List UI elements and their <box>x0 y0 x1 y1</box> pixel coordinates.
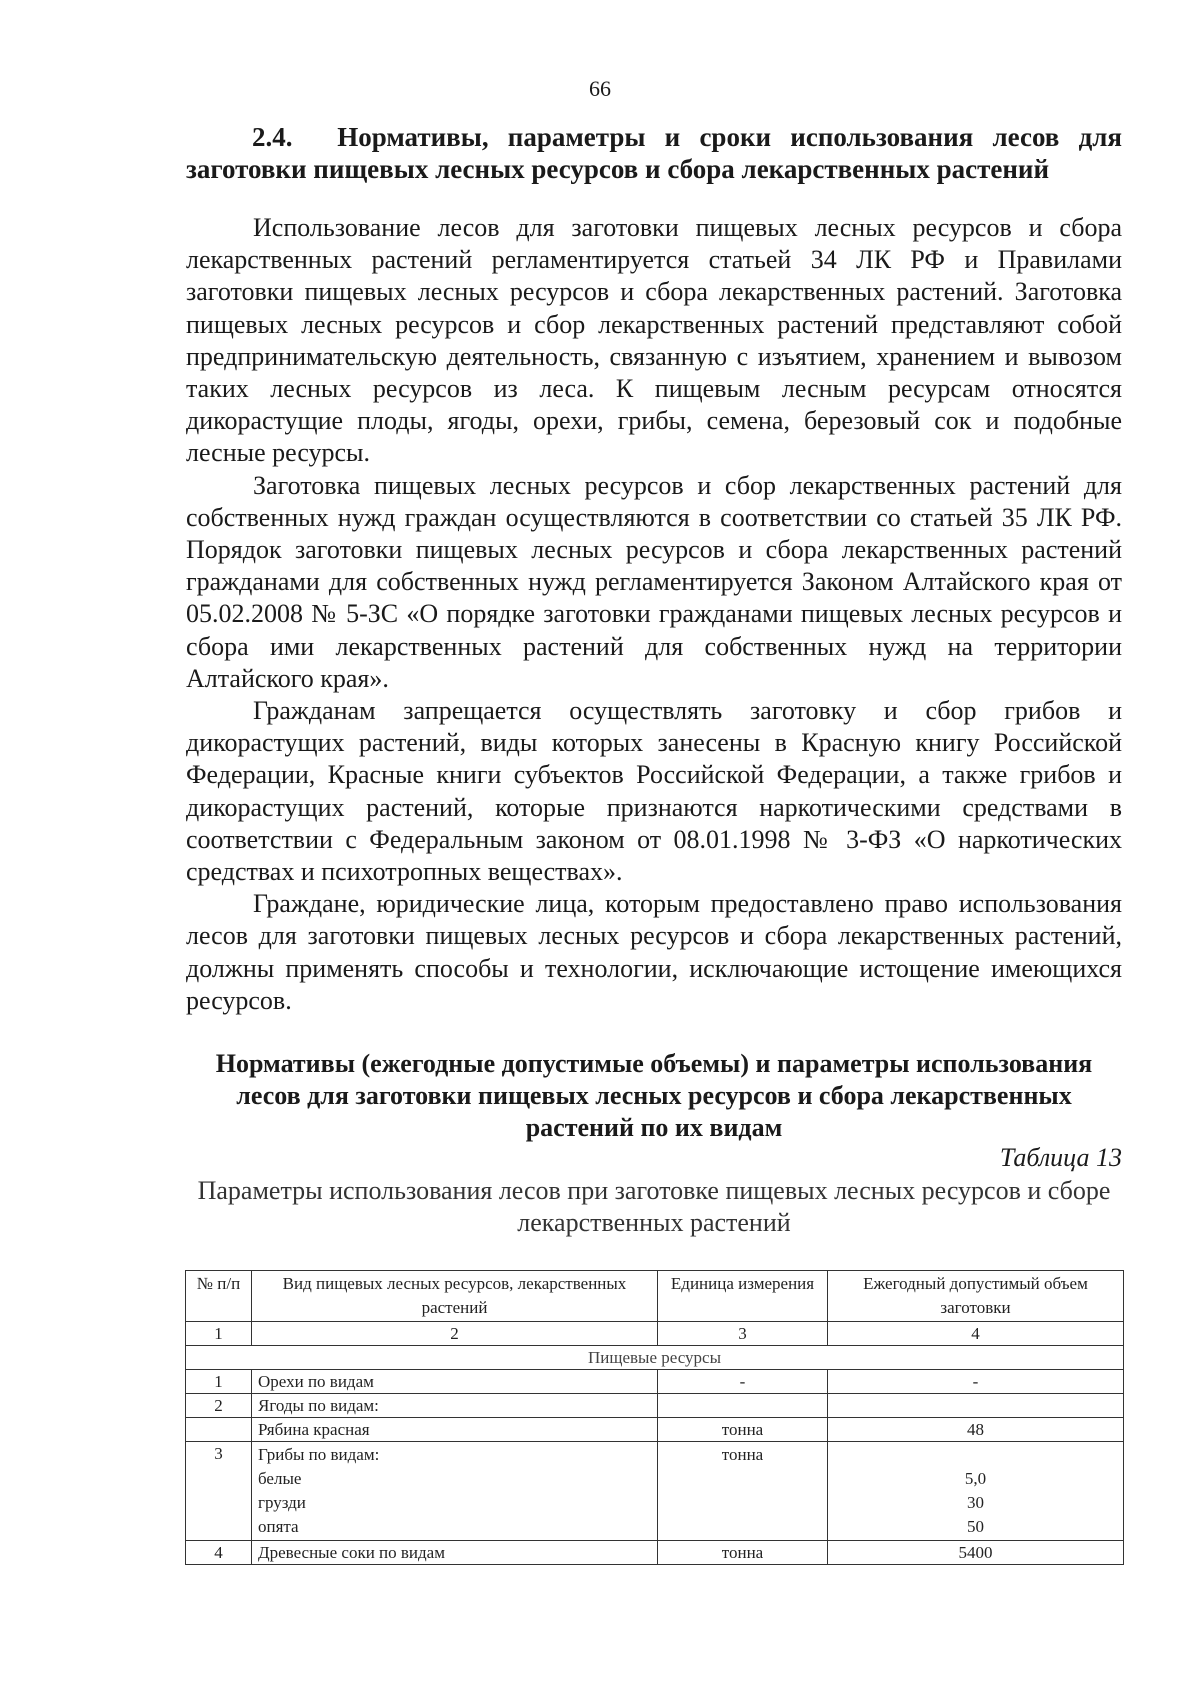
resource-name-group <box>252 1442 658 1541</box>
paragraph: Гражданам запрещается осуществлять заготовку и сбор грибов и дикорастущих растений, виды которых занесены в Красную книгу Российской Федерации, Красные книги субъектов Российской Федерации, а также грибов и дикорастущих растений, которые признаются наркотическими средствами в соответствии с Федеральным законом от 08.01.1998 № 3-ФЗ «О наркотических средствах и психотропных веществах». <box>186 696 1122 887</box>
column-number: 4 <box>828 1322 1124 1346</box>
resource-unit: тонна <box>721 1445 764 1464</box>
page-number: 66 <box>589 76 611 101</box>
section-heading <box>186 121 1122 185</box>
section-label: Пищевые ресурсы <box>186 1346 1124 1370</box>
column-number: 3 <box>658 1322 828 1346</box>
column-number: 1 <box>186 1322 252 1346</box>
table-row-group <box>186 1442 1124 1541</box>
resource-volume: - <box>828 1370 1124 1394</box>
resource-volume <box>828 1394 1124 1418</box>
section-title: Нормативы, параметры и сроки использования лесов для заготовки пищевых лесных ресурсов и сбора лекарственных растений <box>186 122 1122 184</box>
row-number <box>186 1418 252 1442</box>
table-row <box>186 1394 1124 1418</box>
resources-table <box>185 1270 1124 1565</box>
resource-volume: 30 <box>967 1493 984 1512</box>
paragraph: Использование лесов для заготовки пищевых лесных ресурсов и сбора лекарственных растений регламентируется статьей 34 ЛК РФ и Правилами заготовки пищевых лесных ресурсов и сбора лекарственных растений. Заготовка пищевых лесных ресурсов и сбор лекарственных растений представляют собой предпринимательскую деятельность, связанную с изъятием, хранением и вывозом таких лесных ресурсов из леса. К пищевым лесным ресурсам относятся дикорастущие плоды, ягоды, орехи, грибы, семена, березовый сок и подобные лесные ресурсы. <box>186 213 1122 468</box>
table-header-row <box>186 1271 1124 1322</box>
paragraph: Граждане, юридические лица, которым предоставлено право использования лесов для заготовки пищевых лесных ресурсов и сбора лекарственных растений, должны применять способы и технологии, исключающие истощение имеющихся ресурсов. <box>186 889 1122 1015</box>
row-number: 3 <box>186 1442 252 1541</box>
resource-name: опята <box>258 1517 299 1536</box>
row-number: 1 <box>186 1370 252 1394</box>
row-number: 4 <box>186 1541 252 1565</box>
resource-name: грузди <box>258 1493 306 1512</box>
resource-unit-group <box>658 1442 828 1541</box>
resource-name: белые <box>258 1469 302 1488</box>
resource-volume <box>834 1443 1117 1467</box>
section-number: 2.4. <box>252 122 293 152</box>
resource-volume: 48 <box>828 1418 1124 1442</box>
resource-unit <box>658 1394 828 1418</box>
paragraph: Заготовка пищевых лесных ресурсов и сбор лекарственных растений для собственных нужд граждан осуществляются в соответствии со статьей 35 ЛК РФ. Порядок заготовки пищевых лесных ресурсов и сбора лекарственных растений гражданами для собственных нужд регламентируется Законом Алтайского края от 05.02.2008 № 5-ЗС «О порядке заготовки гражданами пищевых лесных ресурсов и сбора ими лекарственных растений для собственных нужд на территории Алтайского края». <box>186 470 1122 693</box>
table-row <box>186 1541 1124 1565</box>
resource-unit: тонна <box>658 1541 828 1565</box>
resource-volume: 5400 <box>828 1541 1124 1565</box>
column-numbers-row <box>186 1322 1124 1346</box>
body-text <box>186 212 1122 1017</box>
resource-unit: тонна <box>658 1418 828 1442</box>
resource-unit: - <box>658 1370 828 1394</box>
resource-name: Ягоды по видам: <box>252 1394 658 1418</box>
header-unit: Единица измерения <box>658 1271 828 1322</box>
table-row <box>186 1370 1124 1394</box>
resource-volume-group <box>828 1442 1124 1541</box>
resource-name: Древесные соки по видам <box>252 1541 658 1565</box>
table-section-row <box>186 1346 1124 1370</box>
resource-name: Рябина красная <box>252 1418 658 1442</box>
header-annual-volume: Ежегодный допустимый объем заготовки <box>828 1271 1124 1322</box>
resource-name: Орехи по видам <box>252 1370 658 1394</box>
resource-volume: 5,0 <box>964 1469 987 1488</box>
header-resource-type: Вид пищевых лесных ресурсов, лекарственных растений <box>252 1271 658 1322</box>
row-number: 2 <box>186 1394 252 1418</box>
table-caption: Параметры использования лесов при заготовке пищевых лесных ресурсов и сборе лекарственных растений <box>197 1176 1111 1237</box>
table-label: Таблица 13 <box>999 1143 1122 1172</box>
resource-name: Грибы по видам: <box>258 1445 380 1464</box>
column-number: 2 <box>252 1322 658 1346</box>
table-heading: Нормативы (ежегодные допустимые объемы) и параметры использования лесов для заготовки пищевых лесных ресурсов и сбора лекарственных растений по их видам <box>215 1049 1093 1142</box>
resource-volume: 50 <box>967 1517 984 1536</box>
table-row <box>186 1418 1124 1442</box>
header-number: № п/п <box>186 1271 252 1322</box>
